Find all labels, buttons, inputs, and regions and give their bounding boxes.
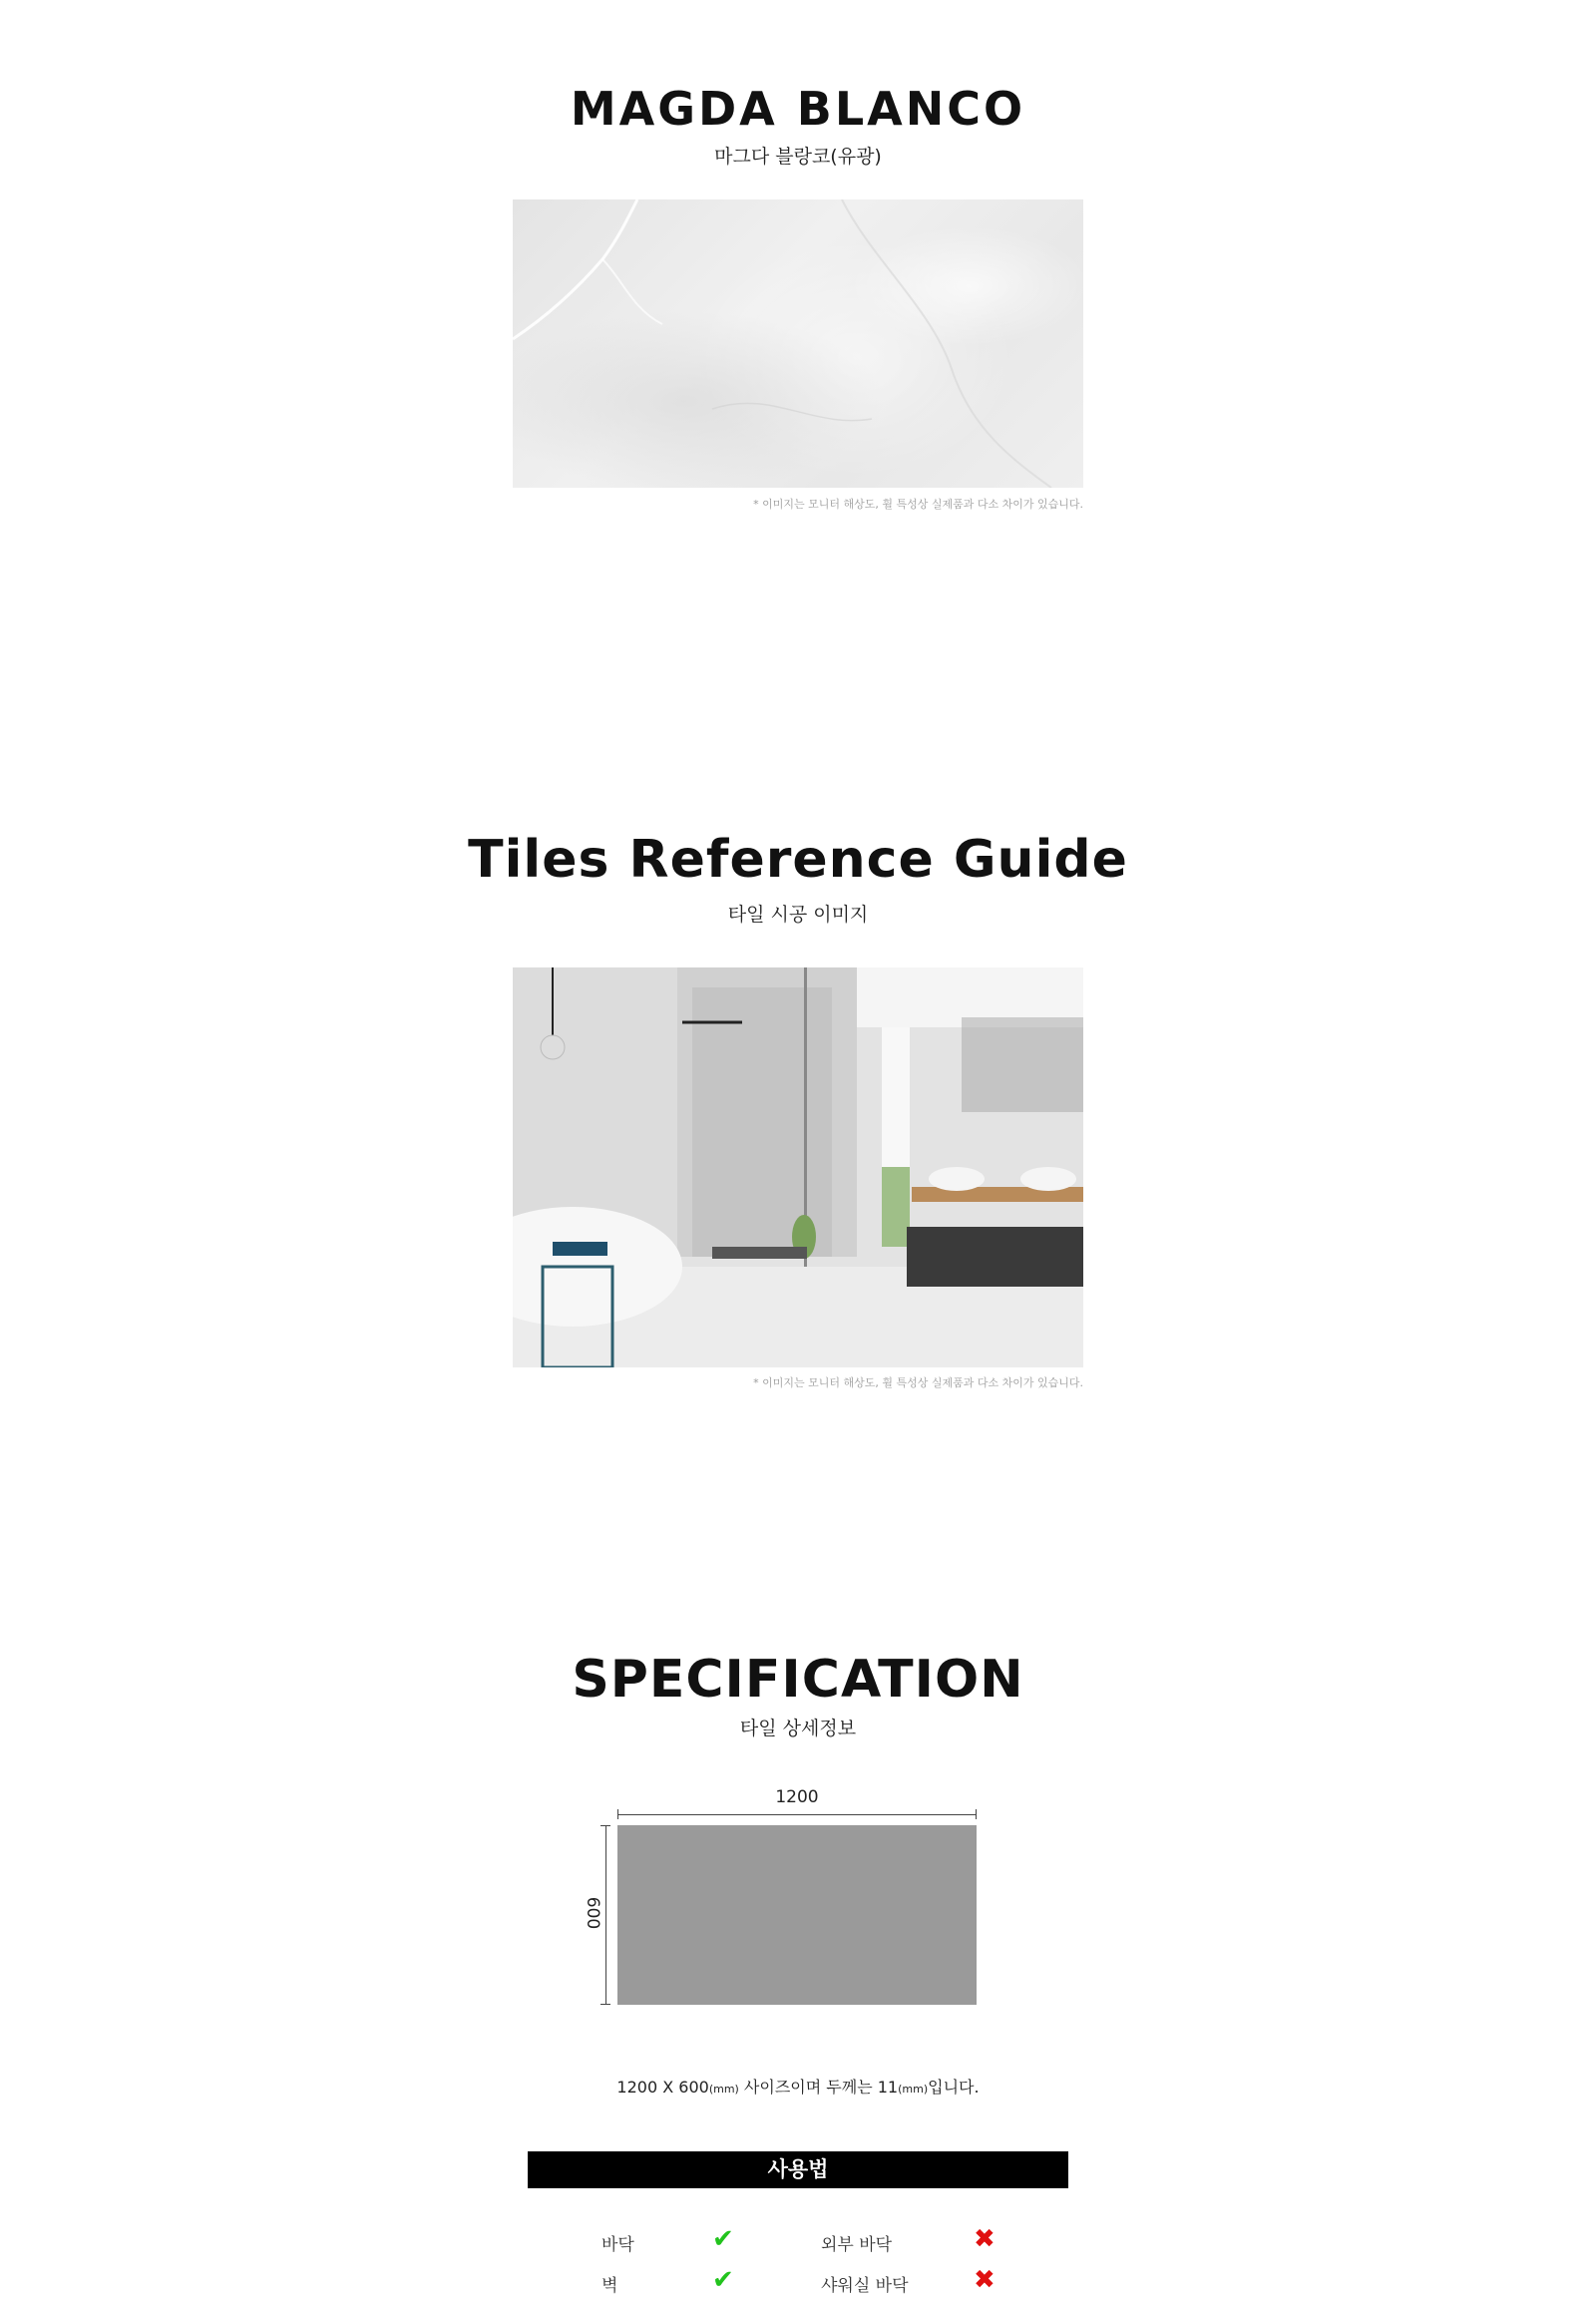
usage-label-outdoor-floor: 외부 바닥 <box>821 2235 893 2255</box>
spec-description <box>0 2075 1596 2098</box>
bathroom-reference-image <box>513 967 1083 1367</box>
bathroom-illustration <box>513 967 1083 1367</box>
product-subtitle: 마그다 블랑코(유광) <box>714 146 882 168</box>
width-dimension-line <box>617 1814 977 1815</box>
reference-subtitle: 타일 시공 이미지 <box>727 904 869 926</box>
spec-size-text: 1200 X 600 <box>616 2078 709 2097</box>
reference-disclaimer: * 이미지는 모니터 해상도, 휠 특성상 실제품과 다소 차이가 있습니다. <box>753 1376 1083 1389</box>
usage-cross-shower-floor-icon: ✖ <box>974 2265 996 2295</box>
spec-subtitle: 타일 상세정보 <box>739 1718 857 1739</box>
height-dimension-label: 600 <box>583 1896 602 1930</box>
spec-thickness-text: 사이즈이며 두께는 11 <box>738 2078 899 2097</box>
image-disclaimer: * 이미지는 모니터 해상도, 휠 특성상 실제품과 다소 차이가 있습니다. <box>753 498 1083 511</box>
width-dimension-tick-right <box>976 1809 977 1819</box>
height-dimension-line <box>605 1825 606 2005</box>
usage-cross-outdoor-floor-icon: ✖ <box>974 2224 996 2254</box>
usage-check-wall-icon: ✔ <box>712 2265 734 2295</box>
usage-label-floor: 바닥 <box>601 2235 634 2255</box>
spec-unit-1: (mm) <box>708 2083 739 2096</box>
spec-title: SPECIFICATION <box>572 1650 1024 1710</box>
height-dimension-tick-bottom <box>600 2004 610 2005</box>
height-dimension-tick-top <box>600 1825 610 1826</box>
usage-label-wall: 벽 <box>601 2276 618 2296</box>
spec-end-text: 입니다. <box>928 2078 980 2097</box>
width-dimension-tick-left <box>617 1809 618 1819</box>
tile-size-diagram <box>617 1825 977 2005</box>
reference-title: Tiles Reference Guide <box>468 830 1128 890</box>
usage-header: 사용법 <box>528 2151 1068 2188</box>
usage-label-shower-floor: 샤워실 바닥 <box>821 2276 909 2296</box>
product-title: MAGDA BLANCO <box>570 82 1026 136</box>
width-dimension-label: 1200 <box>775 1787 819 1807</box>
usage-check-floor-icon: ✔ <box>712 2224 734 2254</box>
marble-vein-pattern <box>513 199 1083 488</box>
tile-sample-image <box>513 199 1083 488</box>
spec-unit-2: (mm) <box>898 2083 929 2096</box>
